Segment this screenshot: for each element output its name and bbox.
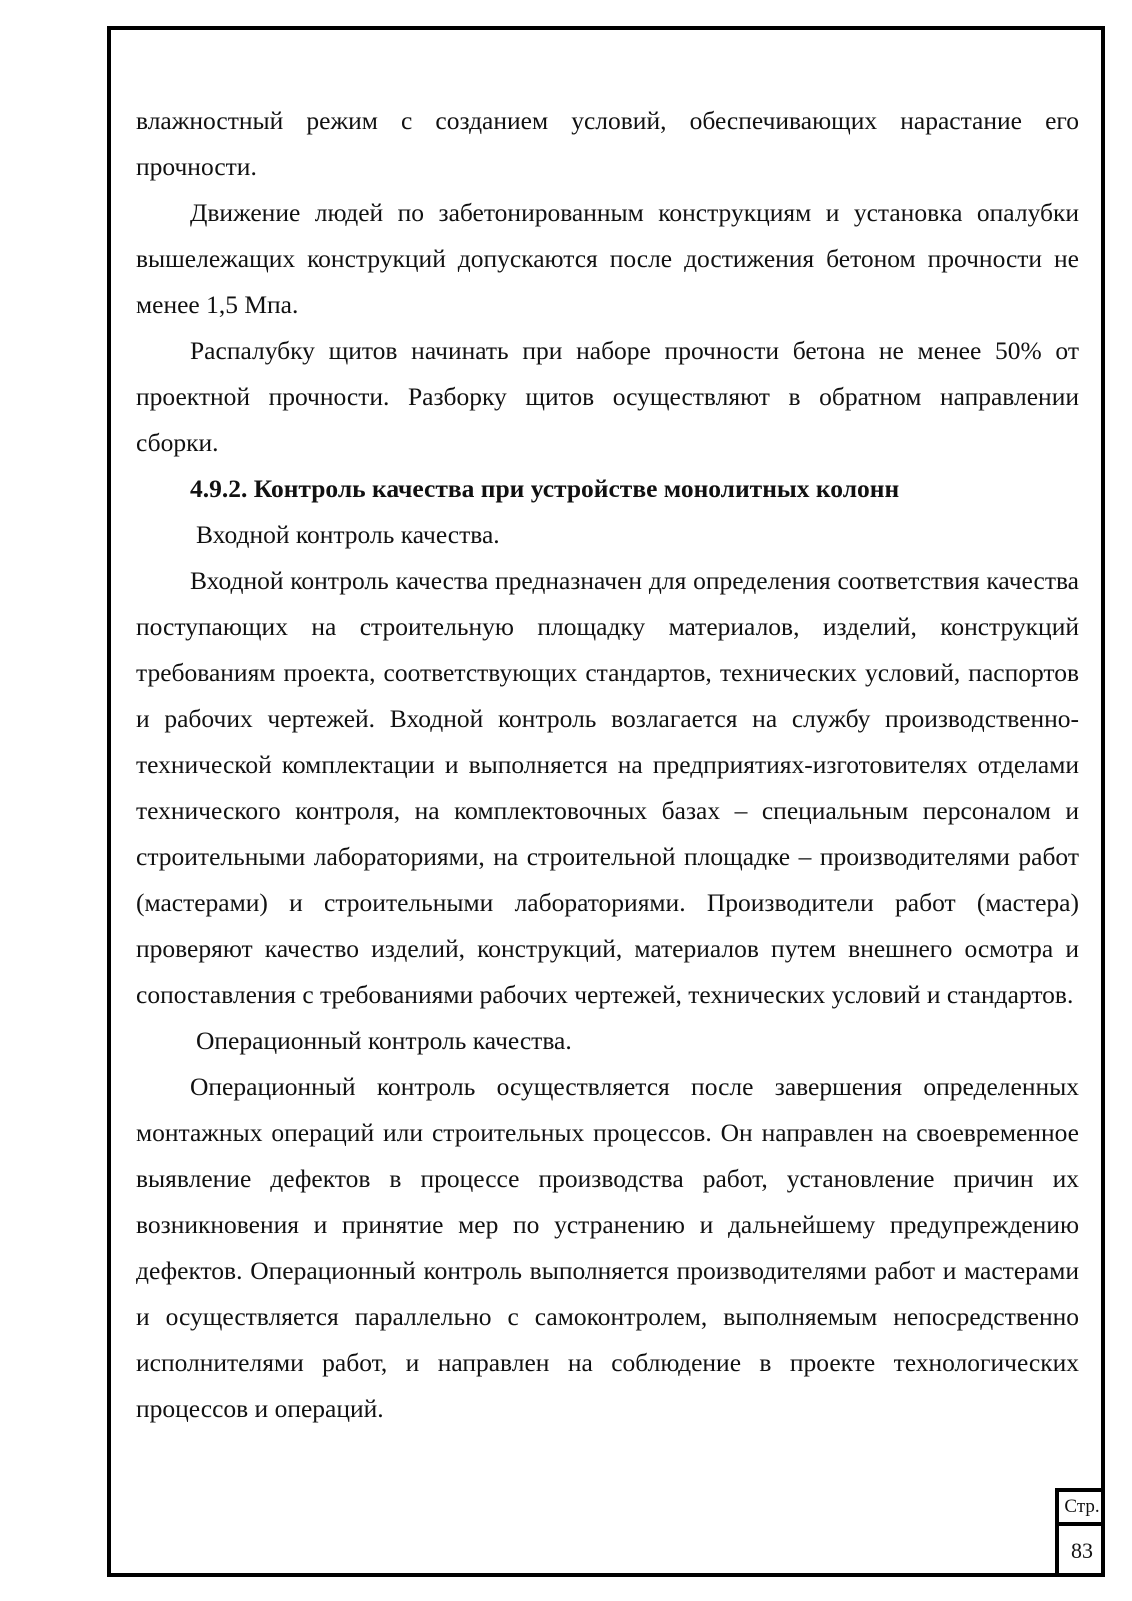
paragraph-operational-control: Операционный контроль осуществляется после завершения определенных монтажных операций или строительных процессов. Он направлен на своевременное выявление дефектов в процессе производства работ, установление причин их возникновения и принятие мер по устранению и дальнейшему предупреждению дефектов. Операционный контроль выполняется производителями работ и мастерами и осуществляется параллельно с самоконтролем, выполняемым непосредственно исполнителями работ, и направлен на соблюдение в проекте технологических процессов и операций. bbox=[136, 1072, 1079, 1423]
paragraph-formwork-removal: Распалубку щитов начинать при наборе прочности бетона не менее 50% от проектной прочности. Разборку щитов осуществляют в обратном направлении сборки. bbox=[136, 336, 1079, 457]
subheading-operational-control: Операционный контроль качества. bbox=[196, 1026, 572, 1055]
section-heading: 4.9.2. Контроль качества при устройстве монолитных колонн bbox=[190, 474, 900, 503]
page-label: Стр. bbox=[1059, 1492, 1105, 1526]
paragraph-people-movement: Движение людей по забетонированным конструкциям и установка опалубки вышележащих конструкций допускаются после достижения бетоном прочности не менее 1,5 Мпа. bbox=[136, 198, 1079, 319]
subheading-incoming-control: Входной контроль качества. bbox=[196, 520, 500, 549]
page-number: 83 bbox=[1071, 1538, 1093, 1563]
paragraph-continuation: влажностный режим с созданием условий, обеспечивающих нарастание его прочности. bbox=[136, 106, 1079, 181]
page-number-stamp bbox=[1055, 1488, 1105, 1577]
paragraph-incoming-control: Входной контроль качества предназначен для определения соответствия качества поступающих на строительную площадку материалов, изделий, конструкций требованиям проекта, соответствующих стандартов, технических условий, паспортов и рабочих чертежей. Входной контроль возлагается на службу производственно-технической комплектации и выполняется на предприятиях-изготовителях отделами технического контроля, на комплектовочных базах – специальным персоналом и строительными лабораториями, на строительной площадке – производителями работ (мастерами) и строительными лабораториями. Производители работ (мастера) проверяют качество изделий, конструкций, материалов путем внешнего осмотра и сопоставления с требованиями рабочих чертежей, технических условий и стандартов. bbox=[136, 566, 1079, 1009]
document-body bbox=[136, 98, 1079, 1432]
